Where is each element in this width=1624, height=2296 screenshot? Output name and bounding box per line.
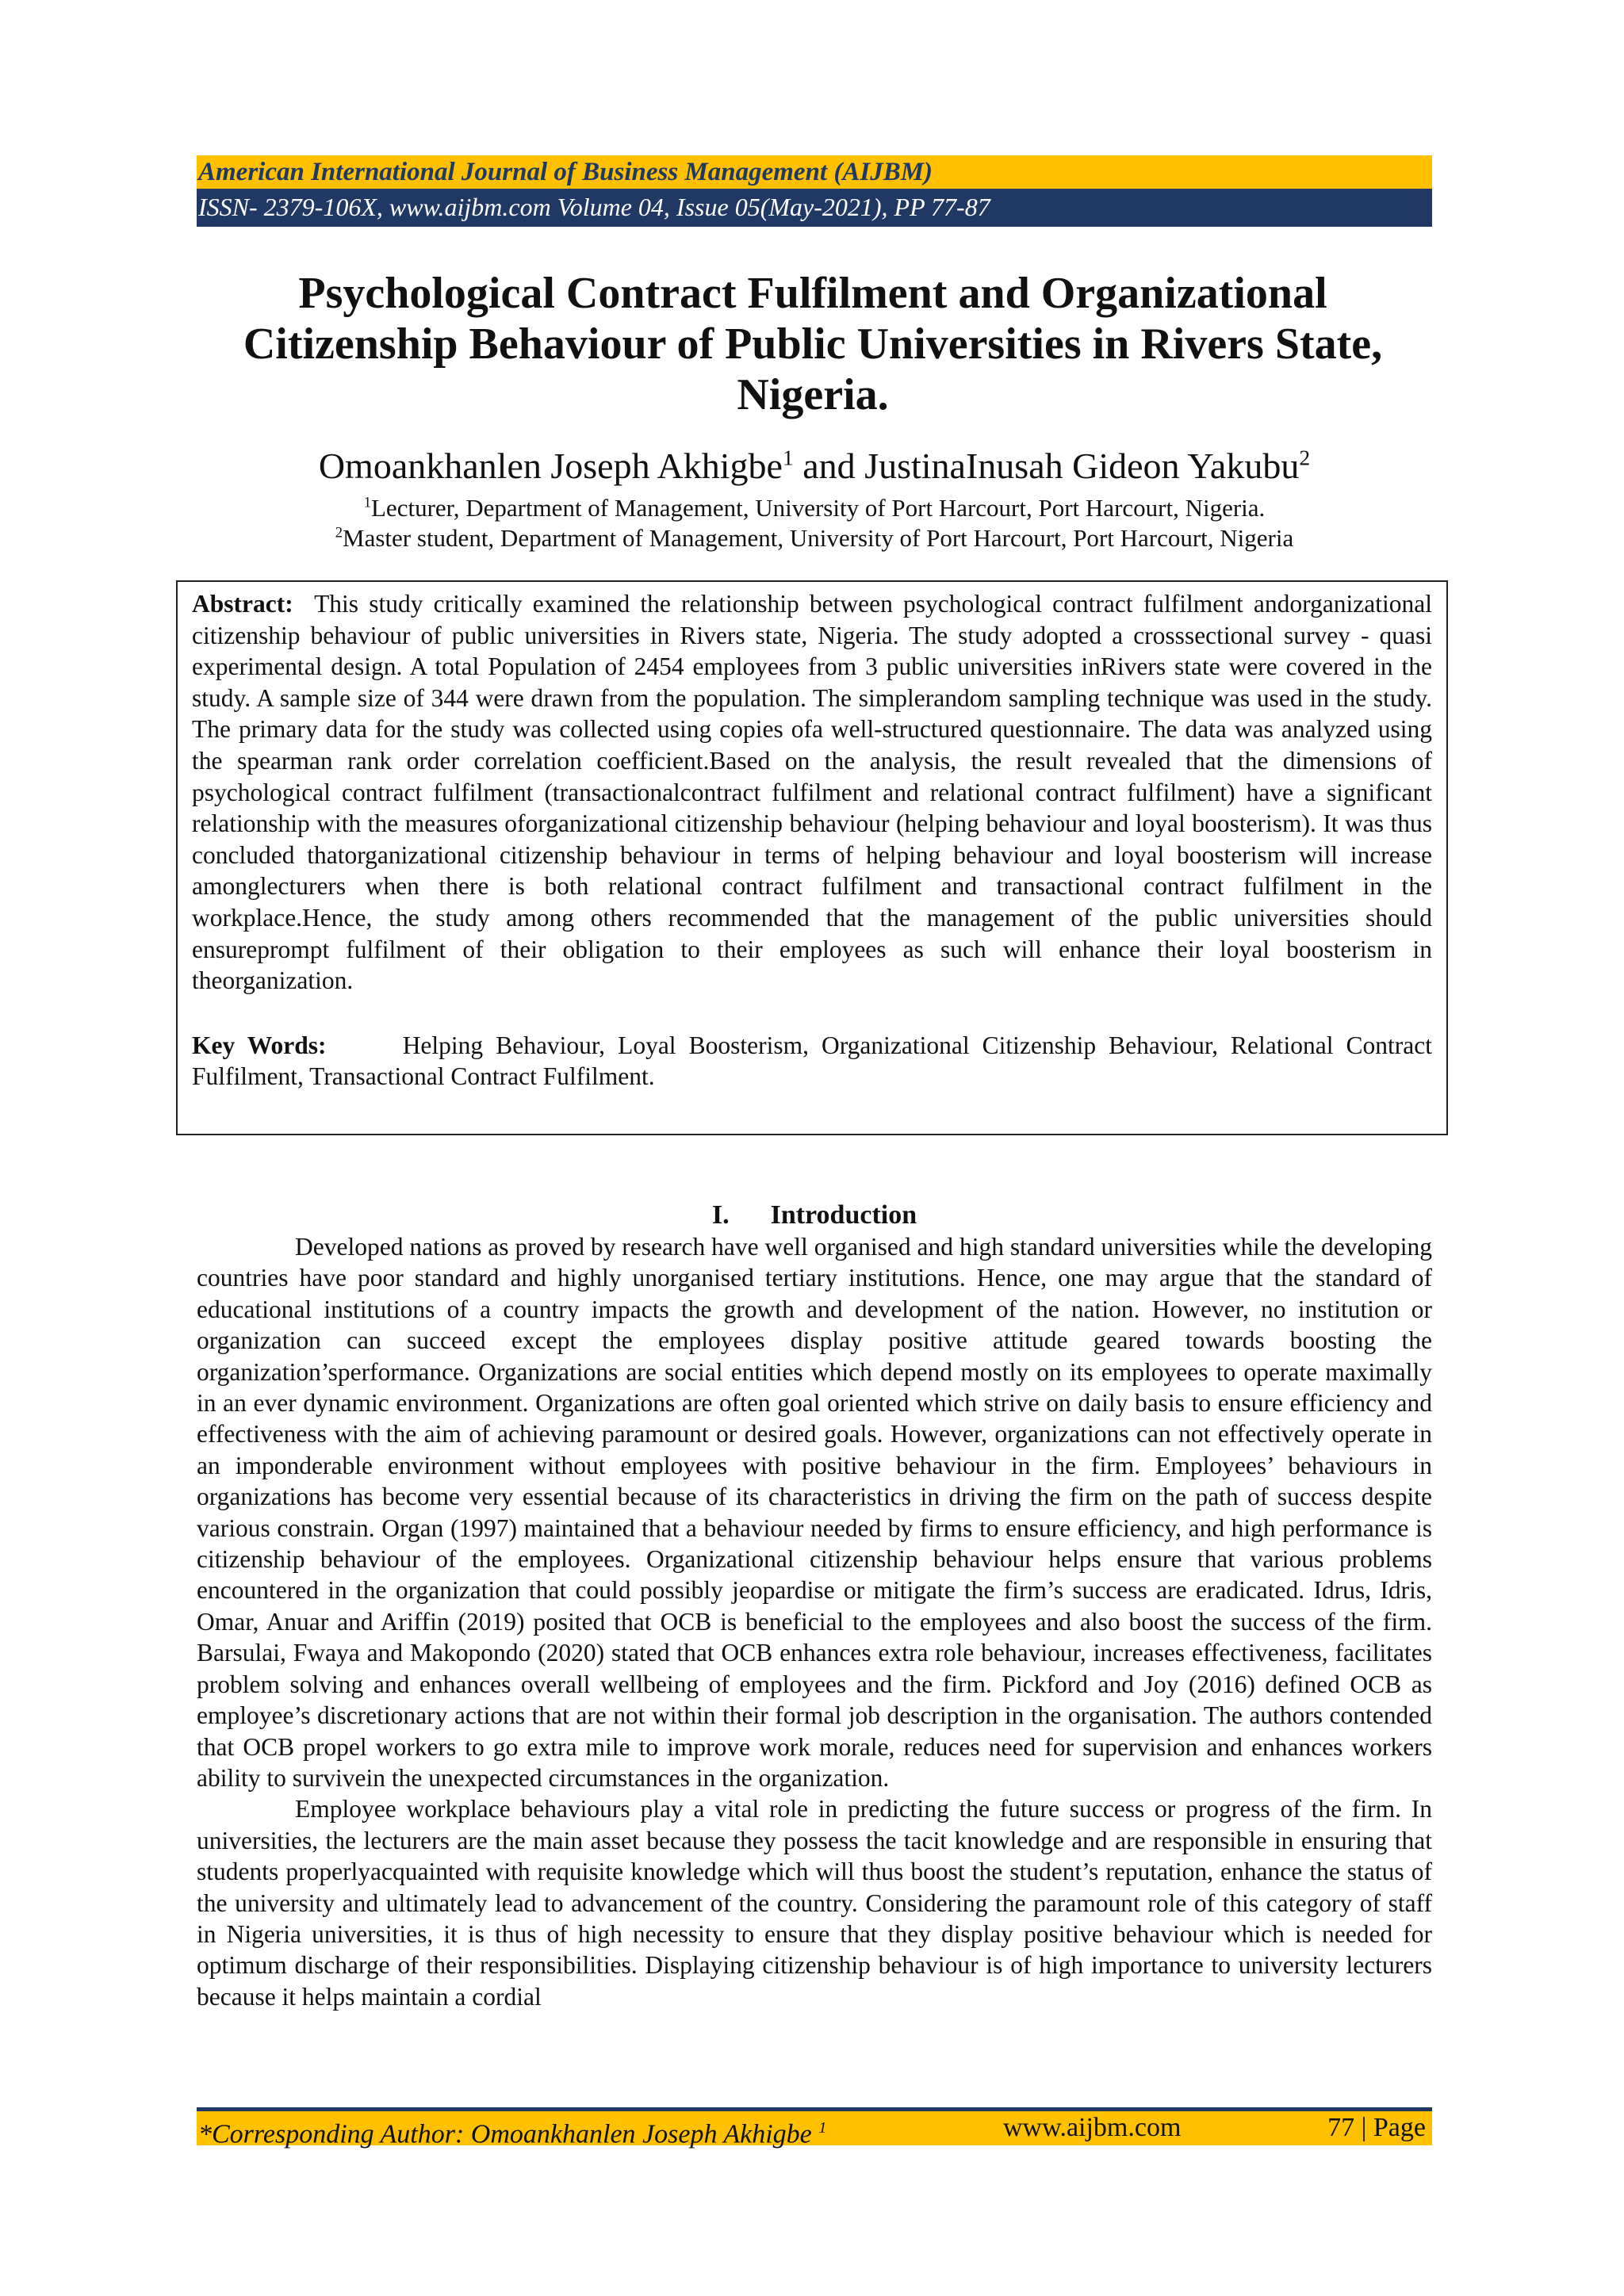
corresponding-author-text: *Corresponding Author: Omoankhanlen Joseph Akhigbe (198, 2119, 812, 2149)
affiliation-1 (197, 493, 1432, 523)
journal-name-banner (197, 155, 1432, 189)
paper-title: Psychological Contract Fulfilment and Organizational Citizenship Behaviour of Public Universities in Rivers State, Nigeria. (243, 269, 1383, 419)
author-2: JustinaInusah Gideon Yakubu (864, 446, 1300, 486)
affiliation-2-text: Master student, Department of Management, University of Port Harcourt, Port Harcourt, Nigeria (343, 524, 1294, 552)
author-2-sup: 2 (1299, 445, 1311, 470)
abstract-label: Abstract: (192, 590, 293, 618)
affiliation-2 (197, 523, 1432, 553)
affiliation-1-text: Lecturer, Department of Management, University of Port Harcourt, Port Harcourt, Nigeria. (371, 494, 1266, 522)
keywords (192, 1030, 1432, 1093)
corresponding-author (198, 2111, 826, 2151)
abstract-text: This study critically examined the relationship between psychological contract fulfilment andorganizational citizenship behaviour of public universities in Rivers state, Nigeria. The study adopted a crosssectional survey - quasi experimental design. A total Population of 2454 employees from 3 public universities inRivers state were covered in the study. A sample size of 344 were drawn from the population. The simplerandom sampling technique was used in the study. The primary data for the study was collected using copies ofa well-structured questionnaire. The data was analyzed using the spearman rank order correlation coefficient.Based on the analysis, the result revealed that the dimensions of psychological contract fulfilment (transactionalcontract fulfilment and relational contract fulfilment) have a significant relationship with the measures oforganizational citizenship behaviour (helping behaviour and loyal boosterism). It was thus concluded thatorganizational citizenship behaviour in terms of helping behaviour and loyal boosterism will increase amonglecturers when there is both relational contract fulfilment and transactional contract fulfilment in the workplace.Hence, the study among others recommended that the management of the public universities should ensureprompt fulfilment of their obligation to their employees as such will enhance their loyal boosterism in theorganization. (192, 590, 1432, 995)
author-1-sup: 1 (782, 445, 794, 470)
paragraph-1: Developed nations as proved by research have well organised and high standard universities while the developing countries have poor standard and highly unorganised tertiary institutions. Hence, one may argue that the standard of educational institutions of a country impacts the growth and development of the nation. However, no institution or organization can succeed except the employees display positive attitude geared towards boosting the organization’sperformance. Organizations are social entities which depend mostly on its employees to operate maximally in an ever dynamic environment. Organizations are often goal oriented which strive on daily basis to ensure efficiency and effectiveness with the aim of achieving paramount or desired goals. However, organizations can not effectively operate in an imponderable environment without employees with positive behaviour in the firm. Employees’ behaviours in organizations has become very essential because of its characteristics in driving the firm on the path of success despite various constrain. Organ (1997) maintained that a behaviour needed by firms to ensure efficiency, and high performance is citizenship behaviour of the employees. Organizational citizenship behaviour helps ensure that various problems encountered in the organization that could possibly jeopardise or mitigate the firm’s success are eradicated. Idrus, Idris, Omar, Anuar and Ariffin (2019) posited that OCB is beneficial to the employees and also boost the success of the firm. Barsulai, Fwaya and Makopondo (2020) stated that OCB enhances extra role behaviour, increases effectiveness, facilitates problem solving and enhances overall wellbeing of employees and the firm. Pickford and Joy (2016) defined OCB as employee’s discretionary actions that are not within their formal job description in the organisation. The authors contended that OCB propel workers to go extra mile to improve work morale, reduces need for supervision and enhances workers ability to survivein the unexpected circumstances in the organization. (197, 1233, 1432, 1792)
paragraph-2: Employee workplace behaviours play a vital role in predicting the future success or progress of the firm. In universities, the lecturers are the main asset because they possess the tacit knowledge and are responsible in ensuring that students properlyacquainted with requisite knowledge which will thus boost the student’s reputation, enhance the status of the university and ultimately lead to advancement of the country. Considering the paramount role of this category of staff in Nigeria universities, it is thus of high necessity to ensure that they display positive behaviour which is needed for optimum discharge of their responsibilities. Displaying citizenship behaviour is of high importance to university lecturers because it helps maintain a cordial (197, 1795, 1432, 2011)
journal-issn-line: ISSN- 2379-106X, www.aijbm.com Volume 04, Issue 05(May-2021), PP 77-87 (198, 193, 990, 221)
corresponding-author-sup: 1 (818, 2119, 827, 2137)
author-line (197, 444, 1432, 488)
page-number: 77 | Page (1327, 2113, 1426, 2142)
keywords-text: Helping Behaviour, Loyal Boosterism, Organizational Citizenship Behaviour, Relational Contract Fulfilment, Transactional Contract Fulfilment. (192, 1031, 1432, 1091)
section-number: I. (711, 1200, 730, 1230)
author-joiner: and (793, 446, 865, 486)
section-title: Introduction (770, 1200, 917, 1230)
abstract-box (176, 580, 1448, 1135)
keywords-label: Key Words: (192, 1031, 327, 1059)
affiliation-1-sup: 1 (363, 494, 371, 511)
affiliation-2-sup: 2 (335, 524, 343, 541)
author-1: Omoankhanlen Joseph Akhigbe (318, 446, 783, 486)
journal-issn-banner (197, 189, 1432, 227)
page-footer (197, 2107, 1432, 2149)
abstract (192, 588, 1432, 997)
body-text (197, 1231, 1432, 2012)
section-heading (197, 1199, 1432, 1232)
footer-website: www.aijbm.com (1003, 2113, 1182, 2142)
journal-name: American International Journal of Business Management (AIJBM) (198, 158, 933, 186)
